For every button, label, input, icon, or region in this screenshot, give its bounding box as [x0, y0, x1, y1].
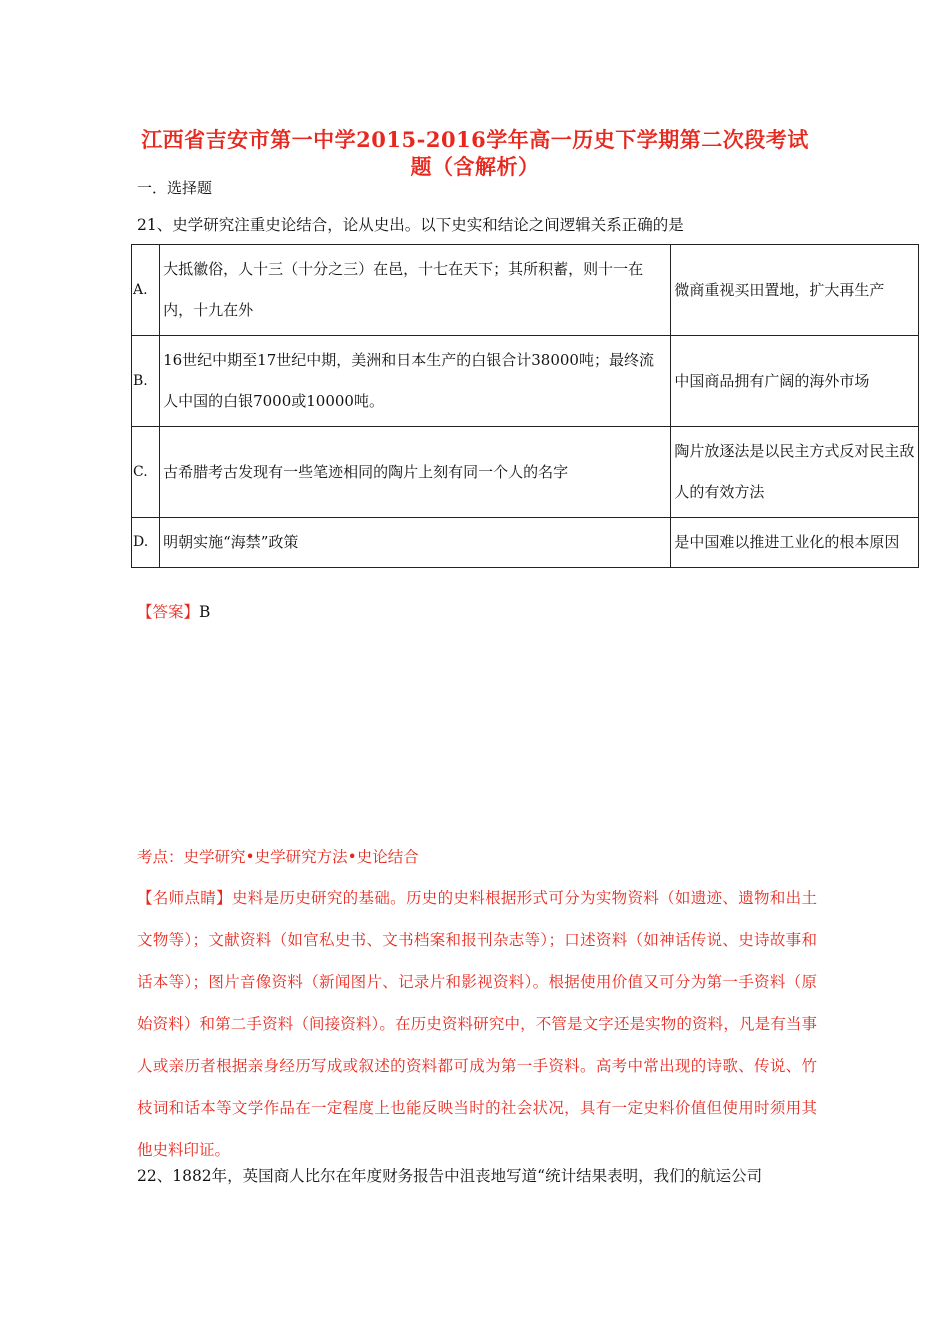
teacher-note-text: 史料是历史研究的基础。历史的史料根据形式可分为实物资料（如遗迹、遗物和出土文物等）；文献资料（如官私史书、文书档案和报刊杂志等）；口述资料（如神话传说、史诗故事和话本等）；图片音像资料（新闻图片、记录片和影视资料）。根据使用价值又可分为第一手资料（原始资料）和第二手资料（间接资料）。在历史资料研究中，不管是文字还是实物的资料，凡是有当事人或亲历者根据亲身经历写成或叙述的资料都可成为第一手资料。高考中常出现的诗歌、传说、竹枝词和话本等文学作品在一定程度上也能反映当时的社会状况，具有一定史料价值但使用时须用其他史料印证。	[137, 889, 817, 1159]
document-title-line1: 江西省吉安市第一中学2015-2016学年高一历史下学期第二次段考试	[141, 127, 809, 152]
option-fact: 古希腊考古发现有一些笔迹相同的陶片上刻有同一个人的名字	[160, 427, 671, 518]
answer-value: B	[199, 603, 211, 621]
answer-line	[137, 600, 210, 622]
question-21-stem: 21、史学研究注重史论结合，论从史出。以下史实和结论之间逻辑关系正确的是	[137, 216, 684, 234]
option-row-b	[132, 336, 919, 427]
option-letter: C.	[132, 427, 160, 518]
option-row-d	[132, 518, 919, 568]
option-conclusion: 微商重视买田置地，扩大再生产	[671, 245, 919, 336]
option-conclusion: 陶片放逐法是以民主方式反对民主敌人的有效方法	[671, 427, 919, 518]
option-letter: A.	[132, 245, 160, 336]
option-row-c	[132, 427, 919, 518]
teacher-note	[137, 877, 817, 1171]
teacher-note-label: 【名师点睛】	[137, 889, 232, 907]
answer-label: 【答案】	[137, 603, 200, 621]
document-title-line2: 题（含解析）	[410, 154, 540, 179]
option-row-a	[132, 245, 919, 336]
options-table	[131, 244, 919, 568]
exam-point: 考点：史学研究•史学研究方法•史论结合	[137, 848, 419, 866]
option-letter: B.	[132, 336, 160, 427]
option-fact: 明朝实施“海禁”政策	[160, 518, 671, 568]
option-conclusion: 是中国难以推进工业化的根本原因	[671, 518, 919, 568]
option-conclusion: 中国商品拥有广阔的海外市场	[671, 336, 919, 427]
option-fact: 大抵徽俗，人十三（十分之三）在邑，十七在天下；其所积蓄，则十一在内，十九在外	[160, 245, 671, 336]
question-22-stem: 22、1882年，英国商人比尔在年度财务报告中沮丧地写道“统计结果表明，我们的航运公司	[137, 1167, 763, 1185]
section-heading: 一．选择题	[137, 179, 213, 197]
option-fact: 16世纪中期至17世纪中期，美洲和日本生产的白银合计38000吨；最终流人中国的白银7000或10000吨。	[160, 336, 671, 427]
option-letter: D.	[132, 518, 160, 568]
